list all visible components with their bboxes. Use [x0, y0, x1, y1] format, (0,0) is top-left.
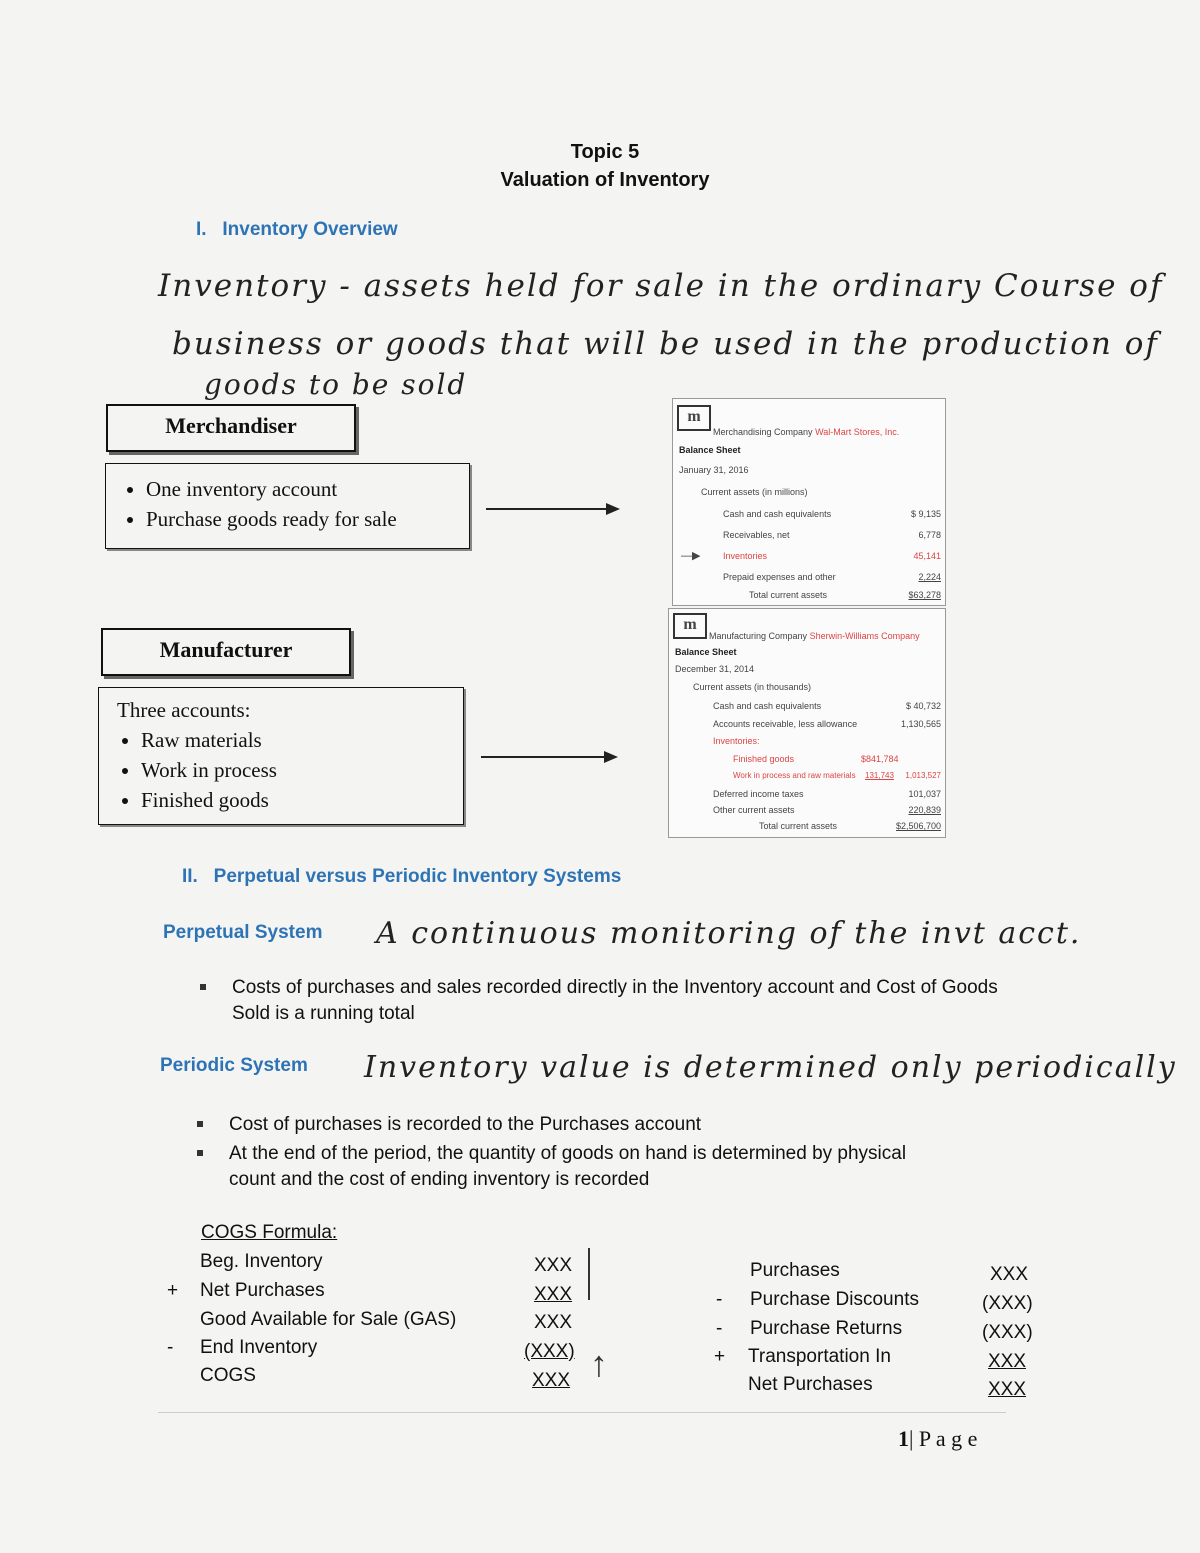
arrow-line	[481, 756, 605, 758]
merchandiser-label: Merchandiser	[165, 413, 297, 438]
np-row-value: XXX	[990, 1264, 1029, 1285]
bs1-row-label: Receivables, net	[723, 530, 790, 540]
np-row-label: Purchase Discounts	[750, 1289, 919, 1310]
handwritten-definition-line-2: business or goods that will be used in the production of	[172, 326, 1159, 362]
footer-rule	[158, 1412, 1006, 1413]
np-row-label: Net Purchases	[748, 1374, 873, 1395]
section-heading-overview: I. Inventory Overview	[196, 219, 398, 240]
arrow-head-icon	[604, 751, 618, 763]
bs2-title: Balance Sheet	[675, 647, 737, 657]
bs1-company: Wal-Mart Stores, Inc.	[815, 427, 900, 437]
merchandiser-item: • One inventory account	[146, 474, 469, 504]
square-bullet-icon	[197, 1150, 203, 1156]
cogs-formula-title: COGS Formula:	[201, 1222, 338, 1243]
bs2-section: Current assets (in thousands)	[693, 682, 812, 692]
bs2-row-label: Cash and cash equivalents	[713, 701, 822, 711]
periodic-bullet-text: Cost of purchases is recorded to the Purchases account	[229, 1114, 702, 1135]
cogs-row-label: Beg. Inventory	[200, 1251, 323, 1272]
bs2-row-label: Deferred income taxes	[713, 789, 804, 799]
perpetual-bullet	[232, 975, 1012, 1027]
cogs-row-value: XXX	[534, 1284, 573, 1305]
bs1-row-value-inventories: 45,141	[913, 551, 941, 561]
bs2-company-prefix: Manufacturing Company	[709, 631, 808, 641]
merchandiser-item: • Purchase goods ready for sale	[146, 504, 469, 534]
np-row-sign: -	[716, 1289, 723, 1310]
cogs-row-value: (XXX)	[524, 1341, 575, 1362]
cogs-row-sign: -	[167, 1337, 174, 1358]
cogs-row-sign: +	[167, 1280, 179, 1301]
bs1-company-prefix: Merchandising Company	[713, 427, 813, 437]
bs2-row-value: 101,037	[908, 789, 941, 799]
cogs-row-label: Net Purchases	[200, 1280, 325, 1301]
handwritten-definition-line-1: Inventory - assets held for sale in the ordinary Course of	[158, 268, 1164, 304]
np-row-value: XXX	[988, 1351, 1027, 1372]
np-row-label: Purchases	[750, 1260, 840, 1281]
np-row-value: (XXX)	[982, 1322, 1033, 1343]
periodic-bullet-text: At the end of the period, the quantity of goods on hand is determined by physical count and the cost of ending inventory is recorded	[229, 1143, 907, 1190]
bs1-row-value: 6,778	[918, 530, 941, 540]
textbook-logo-icon: m	[673, 613, 707, 639]
manufacturer-item: • Raw materials	[141, 725, 463, 755]
handwritten-definition-line-3: goods to be sold	[204, 368, 468, 401]
bs2-row-value: 1,130,565	[900, 719, 941, 729]
textbook-logo-icon: m	[677, 405, 711, 431]
page-label: | P a g e	[909, 1426, 978, 1451]
cogs-row-label: End Inventory	[200, 1337, 318, 1358]
np-row-value: XXX	[988, 1379, 1027, 1400]
manufacturer-label: Manufacturer	[159, 637, 293, 662]
square-bullet-icon	[197, 1121, 203, 1127]
perpetual-bullet-text: Costs of purchases and sales recorded directly in the Inventory account and Cost of Goods Sold is a running total	[232, 977, 998, 1024]
perpetual-system-label: Perpetual System	[163, 922, 323, 943]
bs2-row-label-total: Total current assets	[759, 821, 838, 831]
bs1-pointer-arrow-icon: —▶	[681, 550, 701, 562]
bs1-row-label: Prepaid expenses and other	[723, 572, 836, 582]
bs2-row-label-finished-goods: Finished goods	[733, 754, 795, 764]
periodic-system-label: Periodic System	[160, 1055, 308, 1076]
hand-drawn-down-arrow-icon	[588, 1248, 604, 1300]
cogs-row-label: Good Available for Sale (GAS)	[200, 1309, 457, 1330]
cogs-row-value: XXX	[532, 1370, 571, 1391]
bs2-row-label-wip: Work in process and raw materials	[733, 771, 856, 780]
manufacturer-label-box	[101, 628, 351, 676]
bs1-row-label-total: Total current assets	[749, 590, 828, 600]
page-number: 1	[898, 1426, 909, 1451]
merchandiser-label-box	[106, 404, 356, 452]
balance-sheet-sherwin-williams	[668, 608, 946, 838]
bs2-company: Sherwin-Williams Company	[809, 631, 920, 641]
bs2-row-label: Other current assets	[713, 805, 795, 815]
periodic-bullet	[229, 1141, 949, 1193]
bs1-row-value: 2,224	[918, 572, 941, 582]
np-row-sign: -	[716, 1318, 723, 1339]
np-row-sign: +	[714, 1346, 726, 1367]
periodic-handwritten-note: Inventory value is determined only periodically	[364, 1050, 1177, 1085]
bs2-row-value-total-inventories: 1,013,527	[905, 771, 941, 780]
section-heading-systems: II. Perpetual versus Periodic Inventory Systems	[182, 866, 622, 887]
topic-number: Topic 5	[570, 141, 640, 163]
bs2-row-label: Accounts receivable, less allowance	[713, 719, 858, 729]
page-title: Valuation of Inventory	[500, 169, 710, 191]
bs1-date: January 31, 2016	[679, 465, 749, 475]
bs1-section: Current assets (in millions)	[701, 487, 808, 497]
bs1-row-label: Cash and cash equivalents	[723, 509, 832, 519]
perpetual-handwritten-note: A continuous monitoring of the invt acct.	[376, 916, 1082, 951]
arrow-line	[486, 508, 608, 510]
np-row-value: (XXX)	[982, 1293, 1033, 1314]
bs2-row-value-total: $2,506,700	[895, 821, 941, 831]
cogs-row-value: XXX	[534, 1255, 573, 1276]
np-row-label: Transportation In	[748, 1346, 891, 1367]
manufacturer-list-box	[98, 687, 464, 825]
manufacturer-intro: Three accounts:	[117, 698, 251, 722]
bs2-date: December 31, 2014	[675, 664, 755, 674]
np-row-label: Purchase Returns	[750, 1318, 903, 1339]
periodic-bullet	[229, 1112, 1009, 1138]
bs1-row-value-total: $63,278	[908, 590, 941, 600]
bs2-row-value: $ 40,732	[905, 701, 941, 711]
arrow-head-icon	[606, 503, 620, 515]
balance-sheet-walmart	[672, 398, 946, 606]
bs2-row-value-finished-goods: $841,784	[861, 754, 899, 764]
merchandiser-list-box	[105, 463, 470, 549]
page-footer	[898, 1426, 977, 1452]
bs2-row-label-inventories: Inventories:	[713, 736, 760, 746]
cogs-row-label: COGS	[200, 1365, 256, 1386]
hand-drawn-up-arrow-icon: ↑	[590, 1343, 608, 1384]
bs1-row-label-inventories: Inventories	[723, 551, 768, 561]
square-bullet-icon	[200, 984, 206, 990]
cogs-row-value: XXX	[534, 1312, 573, 1333]
bs1-row-value: $ 9,135	[910, 509, 941, 519]
manufacturer-item: • Work in process	[141, 755, 463, 785]
manufacturer-item: • Finished goods	[141, 785, 463, 815]
bs2-row-value-wip: 131,743	[865, 771, 894, 780]
bs2-row-value: 220,839	[908, 805, 941, 815]
bs1-title: Balance Sheet	[679, 445, 741, 455]
